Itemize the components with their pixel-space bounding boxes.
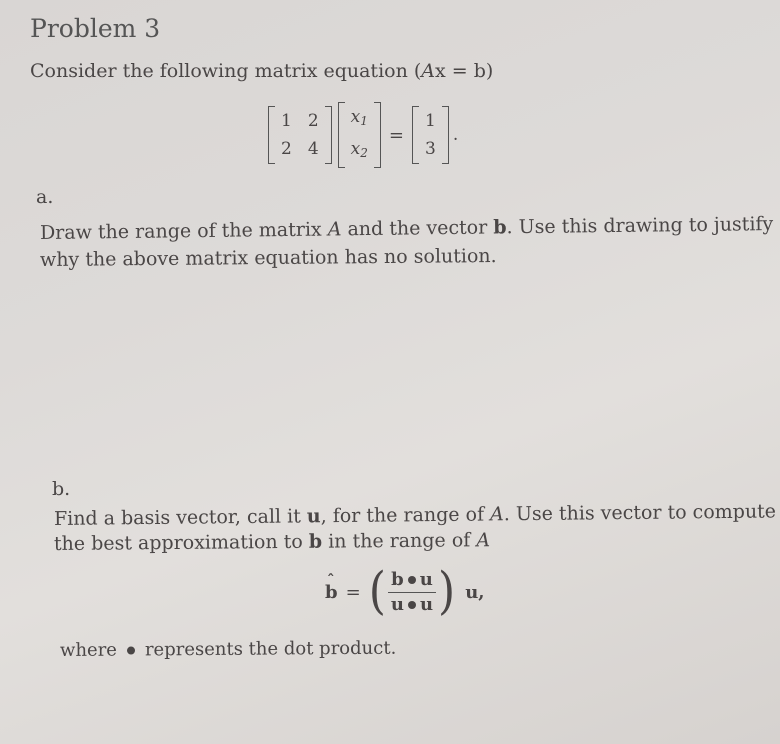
vector-x-subscript: 1: [360, 114, 368, 128]
text: in the range of: [322, 529, 477, 553]
vector-b: [412, 106, 449, 164]
vector-symbol: u: [306, 505, 321, 528]
vector-x-cell: [351, 106, 368, 132]
part-b-label: b.: [52, 478, 71, 500]
b-hat-symbol: ˆ b: [325, 582, 338, 603]
vector-symbol: b: [308, 530, 323, 553]
right-paren: ): [438, 562, 456, 621]
vector-symbol: u: [390, 593, 404, 615]
formula-equals: =: [345, 581, 361, 603]
fraction: [388, 570, 436, 615]
matrix-A: [268, 106, 332, 164]
formula-tail: u,: [465, 581, 485, 603]
text: . Use this vector to compute: [503, 500, 777, 526]
vector-x-subscript: 2: [360, 146, 368, 160]
vector-symbol: u: [419, 568, 433, 590]
intro-label: Consider the following matrix equation (: [30, 60, 422, 82]
part-a-label: a.: [36, 186, 54, 208]
text: represents the dot product.: [144, 637, 397, 661]
vector-symbol: b: [391, 568, 404, 590]
text: the best approximation to: [53, 530, 309, 555]
matrix-A-cell: 4: [307, 139, 319, 159]
matrix-symbol: A: [489, 503, 504, 526]
vector-b-cell: 3: [424, 139, 436, 159]
part-a-line-2: why the above matrix equation has no solution.: [39, 245, 497, 271]
left-paren: (: [368, 562, 386, 621]
fraction-denominator: [388, 593, 436, 615]
matrix-symbol: A: [327, 218, 342, 241]
equation-period: .: [452, 125, 459, 145]
vector-x-symbol: x: [350, 139, 361, 159]
equals-sign: =: [388, 124, 404, 146]
text: . Use this drawing to justify: [506, 213, 774, 239]
matrix-A-cell: 1: [281, 111, 292, 131]
projection-formula: [325, 562, 485, 621]
footer-note: [60, 638, 396, 661]
text: , for the range of: [320, 503, 491, 528]
vector-symbol: u: [419, 593, 434, 615]
intro-text: [30, 60, 493, 82]
dot-product-icon: [408, 576, 416, 584]
matrix-symbol: A: [476, 529, 491, 552]
fraction-numerator: [388, 570, 436, 593]
text: Draw the range of the matrix: [39, 218, 328, 244]
vector-x-symbol: x: [350, 107, 361, 127]
text: Find a basis vector, call it: [53, 505, 307, 530]
matrix-A-cell: 2: [307, 111, 319, 131]
text: and the vector: [341, 216, 494, 241]
dot-product-icon: [408, 601, 416, 609]
vector-symbol: b: [493, 216, 507, 239]
matrix-A-cell: 2: [281, 139, 292, 159]
vector-x-cell: [351, 138, 368, 164]
dot-product-icon: [127, 646, 135, 654]
intro-equation-rest: x = b): [435, 60, 494, 82]
vector-b-cell: 1: [424, 111, 436, 131]
part-b-line-2: [54, 529, 490, 555]
text: where: [59, 639, 117, 661]
matrix-equation: [268, 105, 458, 165]
problem-title: Problem 3: [30, 14, 161, 43]
intro-matrix-symbol: A: [421, 60, 436, 82]
vector-x: [338, 102, 381, 168]
part-b-line-1: [54, 500, 776, 530]
part-a-line-1: [40, 213, 773, 244]
